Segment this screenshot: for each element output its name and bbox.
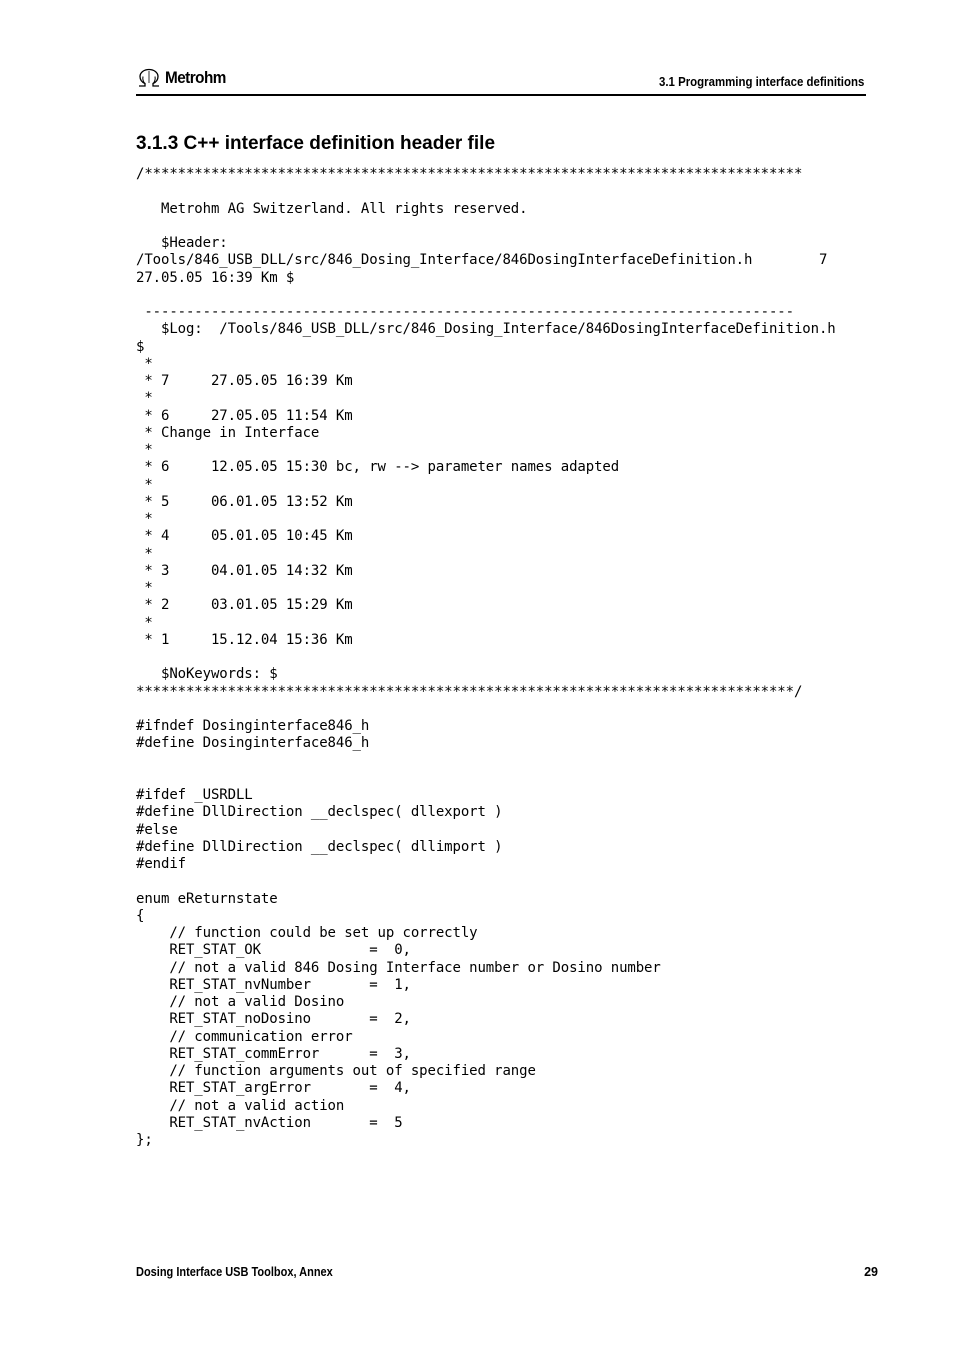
code-line: $ bbox=[136, 338, 145, 355]
code-line: * bbox=[136, 390, 153, 407]
code-line: * bbox=[136, 580, 153, 596]
code-line: // function could be set up correctly bbox=[136, 925, 478, 941]
code-line: #define DllDirection __declspec( dllexport ) bbox=[136, 804, 503, 821]
code-line: * 1 15.12.04 15:36 Km bbox=[136, 631, 353, 648]
code-line: $NoKeywords: $ bbox=[136, 666, 278, 683]
code-line: #endif bbox=[136, 856, 186, 872]
page-header bbox=[136, 66, 866, 96]
code-line: $Log: /Tools/846_USB_DLL/src/846_Dosing_Interface/846DosingInterfaceDefinition.h bbox=[136, 321, 836, 338]
code-line: * 5 06.01.05 13:52 Km bbox=[136, 493, 353, 510]
code-line: * 3 04.01.05 14:32 Km bbox=[136, 562, 353, 579]
code-line: /Tools/846_USB_DLL/src/846_Dosing_Interface/846DosingInterfaceDefinition.h 7 bbox=[136, 252, 828, 269]
code-line: RET_STAT_argError = 4, bbox=[136, 1080, 411, 1097]
brand-name: Metrohm bbox=[165, 68, 226, 87]
code-line: * 2 03.01.05 15:29 Km bbox=[136, 597, 353, 614]
code-line: RET_STAT_commError = 3, bbox=[136, 1045, 411, 1062]
code-line: RET_STAT_OK = 0, bbox=[136, 942, 411, 959]
footer-doc-title: Dosing Interface USB Toolbox, Annex bbox=[136, 1265, 333, 1279]
section-title: 3.1.3 C++ interface definition header file bbox=[136, 133, 496, 154]
code-line: #else bbox=[136, 821, 178, 838]
code-line: *******************************************************************************/ bbox=[136, 683, 803, 700]
code-line: // communication error bbox=[136, 1028, 353, 1045]
code-line: * bbox=[136, 355, 153, 372]
code-line: RET_STAT_nvNumber = 1, bbox=[136, 976, 411, 993]
code-line: #ifndef Dosinginterface846_h bbox=[136, 718, 370, 734]
code-line: enum eReturnstate bbox=[136, 890, 278, 907]
code-line: * 7 27.05.05 16:39 Km bbox=[136, 373, 353, 389]
code-line: #define DllDirection __declspec( dllimport ) bbox=[136, 838, 503, 855]
code-line: * Change in Interface bbox=[136, 424, 320, 441]
code-line: * bbox=[136, 442, 153, 458]
code-line: * bbox=[136, 476, 153, 493]
running-header-section: 3.1 Programming interface definitions bbox=[658, 74, 864, 89]
code-line: // not a valid action bbox=[136, 1097, 345, 1114]
code-line: }; bbox=[136, 1132, 153, 1148]
code-line: ------------------------------------------------------------------------------ bbox=[136, 304, 794, 320]
code-line: RET_STAT_noDosino = 2, bbox=[136, 1011, 411, 1028]
page-number: 29 bbox=[864, 1265, 878, 1279]
code-line: * 6 12.05.05 15:30 bc, rw --> parameter names adapted bbox=[136, 459, 620, 476]
code-line: // function arguments out of specified range bbox=[136, 1063, 536, 1079]
code-line: RET_STAT_nvAction = 5 bbox=[136, 1114, 403, 1131]
code-line: // not a valid Dosino bbox=[136, 994, 345, 1010]
code-line: * bbox=[136, 614, 153, 631]
code-line: // not a valid 846 Dosing Interface number or Dosino number bbox=[136, 959, 661, 976]
code-listing bbox=[136, 166, 836, 1149]
code-line: #ifdef _USRDLL bbox=[136, 787, 253, 803]
code-line: { bbox=[136, 907, 145, 924]
code-line: #define Dosinginterface846_h bbox=[136, 735, 370, 752]
code-line: /******************************************************************************* bbox=[136, 166, 803, 182]
code-line: $Header: bbox=[136, 235, 228, 251]
code-line: 27.05.05 16:39 Km $ bbox=[136, 269, 295, 286]
code-line: Metrohm AG Switzerland. All rights reserved. bbox=[136, 200, 528, 217]
code-line: * bbox=[136, 545, 153, 562]
code-line: * 4 05.01.05 10:45 Km bbox=[136, 528, 353, 545]
omega-icon bbox=[136, 68, 162, 88]
code-line: * bbox=[136, 511, 153, 527]
code-line: * 6 27.05.05 11:54 Km bbox=[136, 407, 353, 424]
brand-logo bbox=[136, 66, 233, 90]
